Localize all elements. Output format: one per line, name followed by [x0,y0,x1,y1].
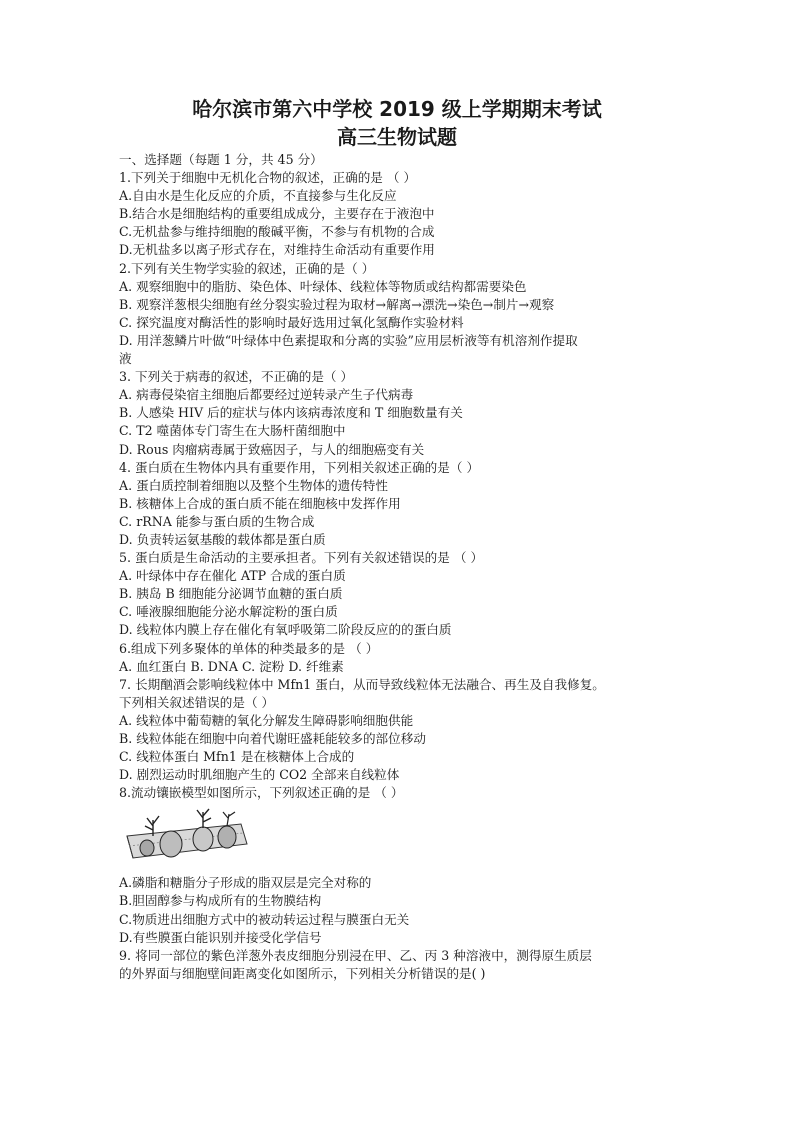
text-line: 4. 蛋白质在生物体内具有重要作用，下列相关叙述正确的是（ ） [119,459,480,475]
text-line: 下列相关叙述错误的是（ ） [119,694,275,710]
membrane-model-illustration [123,806,253,866]
text-line: 的外界面与细胞壁间距离变化如图所示，下列相关分析错误的是( ) [119,965,486,981]
text-line: 2.下列有关生物学实验的叙述，正确的是（ ） [119,260,375,276]
text-line: B. 线粒体能在细胞中向着代谢旺盛耗能较多的部位移动 [119,731,426,746]
text-line: A. 线粒体中葡萄糖的氧化分解发生障碍影响细胞供能 [119,712,414,728]
text-line: A.自由水是生化反应的介质，不直接参与生化反应 [119,188,397,204]
text-line: D. 用洋葱鳞片叶做“叶绿体中色素提取和分离的实验”应用层析液等有机溶剂作提取 [119,332,578,348]
text-line: D. 负责转运氨基酸的载体都是蛋白质 [119,531,326,547]
text-line: A. 蛋白质控制着细胞以及整个生物体的遗传特性 [119,477,388,493]
text-line: A. 血红蛋白 B. DNA C. 淀粉 D. 纤维素 [119,658,344,674]
text-line: C.无机盐参与维持细胞的酸碱平衡，不参与有机物的合成 [119,224,435,240]
text-line: A. 观察细胞中的脂肪、染色体、叶绿体、线粒体等物质或结构都需要染色 [119,278,527,294]
text-line: A.磷脂和糖脂分子形成的脂双层是完全对称的 [119,875,372,891]
text-line: 5. 蛋白质是生命活动的主要承担者。下列有关叙述错误的是 （ ） [119,550,484,566]
text-line: D. 剧烈运动时肌细胞产生的 CO2 全部来自线粒体 [119,767,400,783]
text-line: D. Rous 肉瘤病毒属于致癌因子，与人的细胞癌变有关 [119,441,425,457]
text-line: C. 线粒体蛋白 Mfn1 是在核糖体上合成的 [119,749,355,765]
text-line: B.胆固醇参与构成所有的生物膜结构 [119,893,322,909]
text-line: 液 [119,351,132,367]
text-line: B. 人感染 HIV 后的症状与体内该病毒浓度和 T 细胞数量有关 [119,405,463,421]
text-line: 7. 长期酗酒会影响线粒体中 Mfn1 蛋白，从而导致线粒体无法融合、再生及自我修复。 [119,676,605,692]
exam-subtitle: 高三生物试题 [337,125,457,149]
text-line: A. 叶绿体中存在催化 ATP 合成的蛋白质 [119,568,346,584]
exam-title: 哈尔滨市第六中学校 2019 级上学期期末考试 [192,97,602,121]
text-line: D.无机盐多以离子形式存在，对维持生命活动有重要作用 [119,242,435,258]
text-line: B. 核糖体上合成的蛋白质不能在细胞核中发挥作用 [119,495,401,511]
question-body [119,151,699,983]
text-line: 8.流动镶嵌模型如图所示，下列叙述正确的是 （ ） [119,785,404,801]
text-line: 一、选择题（每题 1 分，共 45 分） [119,152,323,167]
text-line: C. rRNA 能参与蛋白质的生物合成 [119,513,315,529]
text-line: D. 线粒体内膜上存在催化有氧呼吸第二阶段反应的的蛋白质 [119,622,452,638]
text-line: 3. 下列关于病毒的叙述，不正确的是（ ） [119,369,354,385]
text-line: A. 病毒侵染宿主细胞后都要经过逆转录产生子代病毒 [119,387,414,403]
text-line: 1.下列关于细胞中无机化合物的叙述，正确的是 （ ） [119,170,417,186]
text-line: C. 探究温度对酶活性的影响时最好选用过氧化氢酶作实验材料 [119,314,464,330]
text-line: B. 胰岛 B 细胞能分泌调节血糖的蛋白质 [119,586,343,602]
text-line: D.有些膜蛋白能识别并接受化学信号 [119,929,322,945]
text-line: B. 观察洋葱根尖细胞有丝分裂实验过程为取材→解离→漂洗→染色→制片→观察 [119,296,555,312]
text-line: C. 唾液腺细胞能分泌水解淀粉的蛋白质 [119,604,338,620]
text-line: C. T2 噬菌体专门寄生在大肠杆菌细胞中 [119,423,346,439]
text-line: B.结合水是细胞结构的重要组成成分，主要存在于液泡中 [119,206,435,222]
text-line: C.物质进出细胞方式中的被动转运过程与膜蛋白无关 [119,911,410,927]
text-line: 6.组成下列多聚体的单体的种类最多的是 （ ） [119,640,379,656]
text-line: 9. 将同一部位的紫色洋葱外表皮细胞分别浸在甲、乙、丙 3 种溶液中，测得原生质层 [119,947,592,963]
fluid-mosaic-figure [119,806,699,866]
